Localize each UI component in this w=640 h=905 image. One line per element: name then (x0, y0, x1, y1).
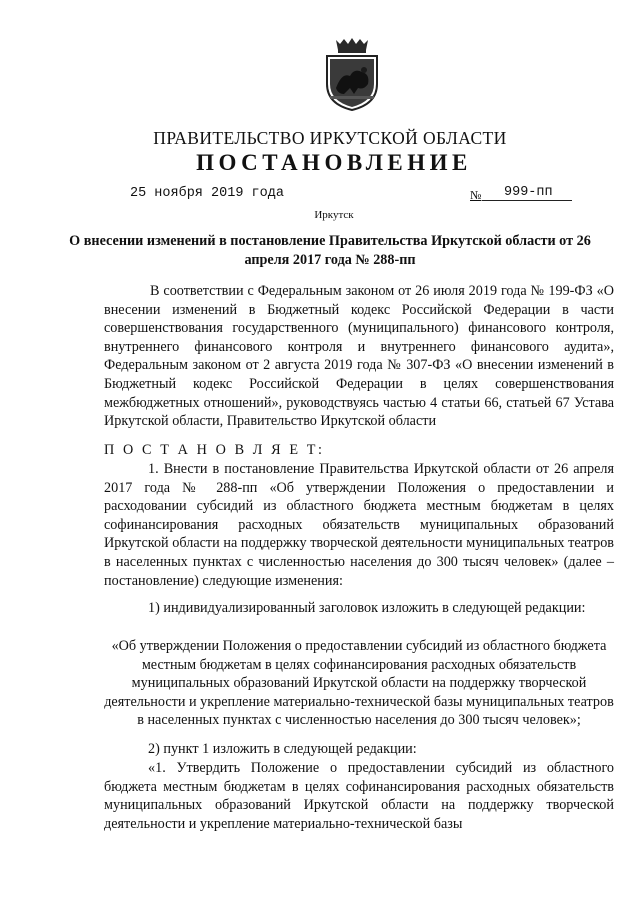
item-1-paragraph: 1. Внести в постановление Правительства Иркутской области от 26 апреля 2017 года № 288-пп «Об утверждении Положения о предоставлении и расходовании субсидий из областного бюджета местным бюджетам в целях софинансирования расходных обязательств муниципальных образований Иркутской области на поддержку творческой деятельности муниципальных театров в населенных пунктах с численностью населения до 300 тысяч человек» (далее – постановление) следующие изменения: (104, 461, 614, 589)
document-date: 25 ноября 2019 года (130, 186, 284, 201)
document-type: ПОСТАНОВЛЕНИЕ (196, 150, 472, 175)
government-name: ПРАВИТЕЛЬСТВО ИРКУТСКОЙ ОБЛАСТИ (153, 128, 507, 148)
document-number: 999-пп (482, 185, 572, 201)
item-1-1-paragraph: 1) индивидуализированный заголовок изложить в следующей редакции: (148, 600, 586, 616)
decree-word: П О С Т А Н О В Л Я Е Т: (104, 442, 325, 458)
irkutsk-coat-of-arms-icon (324, 36, 380, 112)
document-title: О внесении изменений в постановление Правительства Иркутской области от 26 апреля 2017 года № 288-пп (69, 233, 591, 268)
number-label: № (470, 188, 482, 202)
item-1-2-paragraph: 2) пункт 1 изложить в следующей редакции: (148, 741, 417, 757)
city-name: Иркутск (314, 209, 354, 221)
preamble-paragraph: В соответствии с Федеральным законом от 26 июля 2019 года № 199-ФЗ «О внесении изменений в Бюджетный кодекс Российской Федерации в части совершенствования государственного (муниципального) финансового контроля, внутреннего финансового контроля и внутреннего финансового аудита», Федеральным законом от 2 августа 2019 года № 307-ФЗ «О внесении изменений в Бюджетный кодекс Российской Федерации в целях совершенствования межбюджетных отношений», руководствуясь частью 4 статьи 66, статьей 67 Устава Иркутской области, Правительство Иркутской области (104, 283, 614, 430)
item-1-2-text: «1. Утвердить Положение о предоставлении субсидий из областного бюджета местным бюджетам в целях софинансирования расходных обязательств муниципальных образований Иркутской области на поддержку творческой деятельности и укрепление материально-технической базы (104, 760, 614, 832)
item-1-1-quote: «Об утверждении Положения о предоставлении субсидий из областного бюджета местным бюджетам в целях софинансирования расходных обязательств муниципальных образований Иркутской области на поддержку творческой деятельности и укрепление материально-технической базы муниципальных театров в населенных пунктах с численностью населения до 300 тысяч человек»; (104, 638, 614, 729)
